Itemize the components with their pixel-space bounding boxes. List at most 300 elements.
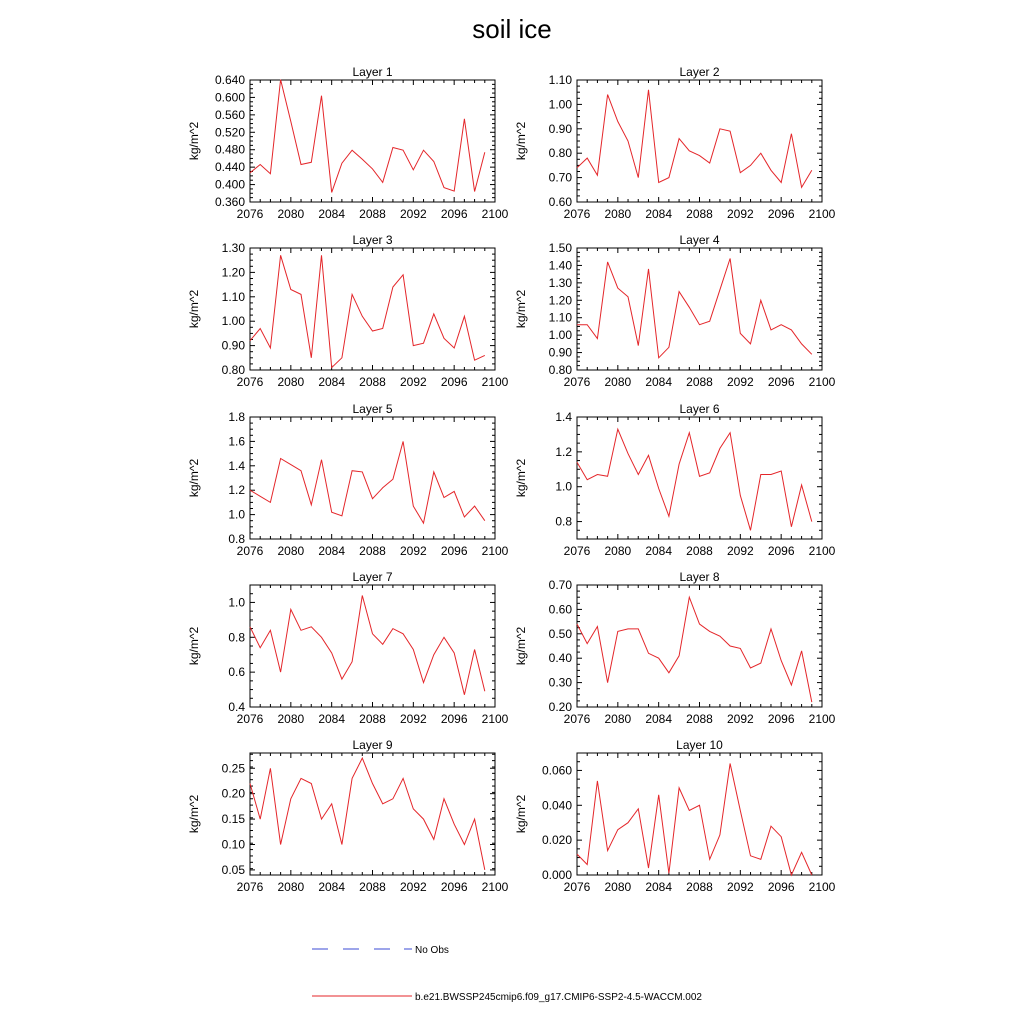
data-point	[422, 522, 424, 524]
y-tick-label: 0.80	[548, 146, 572, 161]
series-line	[577, 90, 812, 188]
data-point	[300, 777, 302, 779]
data-point	[586, 863, 588, 865]
data-point	[770, 169, 772, 171]
data-point	[617, 829, 619, 831]
data-point	[688, 809, 690, 811]
panel-layer-1	[187, 65, 509, 221]
data-point	[463, 315, 465, 317]
data-point	[259, 495, 261, 497]
y-tick-label: 1.6	[228, 434, 245, 449]
x-tick-label: 2092	[399, 712, 427, 726]
data-point	[596, 174, 598, 176]
data-point	[331, 366, 333, 368]
legend	[312, 945, 702, 1003]
data-point	[351, 293, 353, 295]
data-point	[433, 471, 435, 473]
series-line	[577, 429, 812, 530]
data-point	[739, 172, 741, 174]
data-point	[709, 472, 711, 474]
plot-frame	[577, 585, 822, 707]
y-tick-label: 1.2	[228, 483, 245, 498]
data-point	[606, 475, 608, 477]
data-point	[453, 490, 455, 492]
x-tick-label: 2076	[563, 544, 591, 558]
data-point	[443, 337, 445, 339]
panel-layer-4	[514, 233, 836, 389]
data-point	[412, 808, 414, 810]
data-point	[627, 296, 629, 298]
data-point	[433, 838, 435, 840]
data-point	[790, 526, 792, 528]
panel-title: Layer 7	[352, 570, 393, 584]
x-tick-label: 2092	[399, 880, 427, 894]
y-tick-label: 0.6	[228, 665, 245, 680]
y-tick-label: 0.060	[541, 763, 572, 778]
y-tick-label: 1.20	[221, 265, 245, 280]
data-point	[412, 648, 414, 650]
y-axis-label: kg/m^2	[187, 458, 201, 498]
data-point	[310, 504, 312, 506]
legend-model-label: b.e21.BWSSP245cmip6.f09_g17.CMIP6-SSP2-4.5-WACCM.002	[415, 992, 702, 1003]
data-point	[371, 168, 373, 170]
y-tick-label: 0.440	[214, 160, 245, 175]
data-point	[473, 505, 475, 507]
y-tick-label: 0.15	[221, 812, 245, 827]
data-point	[749, 855, 751, 857]
data-point	[382, 487, 384, 489]
data-point	[279, 254, 281, 256]
data-point	[811, 169, 813, 171]
y-tick-label: 0.400	[214, 177, 245, 192]
data-point	[473, 648, 475, 650]
x-tick-label: 2100	[808, 544, 836, 558]
y-tick-label: 0.40	[548, 651, 572, 666]
data-point	[259, 327, 261, 329]
data-point	[382, 803, 384, 805]
data-point	[749, 667, 751, 669]
data-point	[800, 851, 802, 853]
data-point	[484, 354, 486, 356]
series-line	[577, 597, 812, 702]
data-point	[698, 623, 700, 625]
data-point	[279, 78, 281, 80]
data-point	[729, 762, 731, 764]
data-point	[596, 337, 598, 339]
data-point	[259, 163, 261, 165]
data-point	[749, 164, 751, 166]
data-point	[627, 628, 629, 630]
x-tick-label: 2088	[359, 880, 386, 894]
data-point	[678, 290, 680, 292]
data-point	[484, 520, 486, 522]
y-tick-label: 0.040	[541, 798, 572, 813]
y-tick-label: 1.50	[548, 241, 572, 255]
data-point	[739, 809, 741, 811]
data-point	[709, 320, 711, 322]
data-point	[617, 287, 619, 289]
data-point	[606, 849, 608, 851]
data-point	[453, 347, 455, 349]
data-point	[320, 254, 322, 256]
data-point	[361, 158, 363, 160]
data-point	[382, 643, 384, 645]
y-tick-label: 1.40	[548, 258, 572, 273]
plot-frame	[250, 80, 495, 202]
data-point	[770, 628, 772, 630]
data-point	[729, 645, 731, 647]
panel-layer-2	[514, 65, 836, 221]
data-point	[382, 327, 384, 329]
data-point	[484, 151, 486, 153]
series-line	[250, 80, 485, 193]
x-tick-label: 2084	[645, 207, 673, 221]
x-tick-label: 2096	[440, 544, 468, 558]
data-point	[637, 628, 639, 630]
data-point	[739, 332, 741, 334]
data-point	[463, 694, 465, 696]
y-tick-label: 1.4	[228, 458, 245, 473]
data-point	[422, 149, 424, 151]
data-point	[290, 288, 292, 290]
data-point	[637, 473, 639, 475]
data-point	[341, 357, 343, 359]
data-point	[331, 511, 333, 513]
data-point	[719, 289, 721, 291]
x-tick-label: 2088	[359, 544, 386, 558]
panel-title: Layer 3	[352, 233, 393, 247]
panel-title: Layer 5	[352, 402, 393, 416]
data-point	[688, 150, 690, 152]
y-tick-label: 0.10	[221, 837, 245, 852]
series-line	[250, 596, 485, 695]
panel-layer-8	[514, 570, 836, 726]
series-line	[250, 758, 485, 870]
x-tick-label: 2080	[277, 880, 305, 894]
data-point	[688, 596, 690, 598]
x-tick-label: 2092	[399, 375, 427, 389]
data-point	[739, 647, 741, 649]
data-point	[402, 633, 404, 635]
plot-frame	[250, 417, 495, 539]
data-point	[453, 652, 455, 654]
y-tick-label: 0.05	[221, 862, 245, 877]
data-point	[576, 324, 578, 326]
data-point	[698, 154, 700, 156]
data-point	[678, 137, 680, 139]
data-point	[749, 343, 751, 345]
y-axis-label: kg/m^2	[514, 458, 528, 498]
y-tick-label: 0.60	[548, 195, 572, 209]
data-point	[392, 146, 394, 148]
data-point	[463, 516, 465, 518]
data-point	[382, 181, 384, 183]
x-tick-label: 2088	[686, 207, 713, 221]
data-point	[443, 798, 445, 800]
data-point	[606, 261, 608, 263]
x-tick-label: 2076	[563, 880, 591, 894]
data-point	[770, 473, 772, 475]
data-point	[300, 293, 302, 295]
data-point	[371, 633, 373, 635]
y-tick-label: 0.360	[214, 195, 245, 209]
y-tick-label: 0.520	[214, 125, 245, 140]
y-tick-label: 0.30	[548, 675, 572, 690]
data-point	[320, 459, 322, 461]
data-point	[473, 818, 475, 820]
data-point	[749, 529, 751, 531]
data-point	[698, 804, 700, 806]
data-point	[770, 825, 772, 827]
y-tick-label: 1.2	[555, 444, 572, 459]
data-point	[422, 342, 424, 344]
data-point	[249, 782, 251, 784]
data-point	[259, 647, 261, 649]
data-point	[331, 803, 333, 805]
data-point	[473, 359, 475, 361]
x-tick-label: 2076	[236, 375, 264, 389]
y-tick-label: 1.20	[548, 293, 572, 308]
data-point	[300, 629, 302, 631]
data-point	[473, 190, 475, 192]
panel-layer-9	[187, 738, 509, 894]
data-point	[392, 286, 394, 288]
x-tick-label: 2084	[645, 375, 673, 389]
y-tick-label: 1.30	[221, 241, 245, 255]
data-point	[678, 787, 680, 789]
x-tick-label: 2088	[686, 880, 713, 894]
x-tick-label: 2100	[808, 712, 836, 726]
x-tick-label: 2076	[563, 712, 591, 726]
data-point	[790, 874, 792, 876]
data-point	[790, 684, 792, 686]
data-point	[433, 313, 435, 315]
data-point	[760, 473, 762, 475]
data-point	[739, 494, 741, 496]
x-tick-label: 2080	[604, 880, 632, 894]
x-tick-label: 2100	[481, 544, 509, 558]
data-point	[453, 190, 455, 192]
x-tick-label: 2076	[236, 712, 264, 726]
x-tick-label: 2084	[318, 207, 346, 221]
y-tick-label: 1.4	[555, 410, 572, 424]
data-point	[249, 172, 251, 174]
data-point	[709, 630, 711, 632]
data-point	[780, 470, 782, 472]
x-tick-label: 2092	[726, 207, 754, 221]
y-tick-label: 0.8	[228, 630, 245, 645]
data-point	[269, 347, 271, 349]
y-tick-label: 0.4	[228, 700, 245, 714]
x-tick-label: 2080	[277, 207, 305, 221]
data-point	[688, 306, 690, 308]
x-tick-label: 2096	[767, 712, 795, 726]
data-point	[596, 625, 598, 627]
panel-layer-6	[514, 402, 836, 558]
x-tick-label: 2096	[440, 375, 468, 389]
y-tick-label: 1.0	[555, 479, 572, 494]
data-point	[300, 470, 302, 472]
data-point	[341, 843, 343, 845]
data-point	[719, 128, 721, 130]
series-line	[577, 764, 812, 876]
x-tick-label: 2092	[399, 544, 427, 558]
data-point	[617, 630, 619, 632]
legend-obs-label: No Obs	[415, 945, 449, 956]
data-point	[269, 767, 271, 769]
data-point	[269, 501, 271, 503]
x-tick-label: 2100	[481, 880, 509, 894]
data-point	[627, 452, 629, 454]
y-tick-label: 0.20	[548, 700, 572, 714]
data-point	[351, 777, 353, 779]
y-axis-label: kg/m^2	[514, 121, 528, 161]
data-point	[586, 479, 588, 481]
x-tick-label: 2100	[481, 712, 509, 726]
data-point	[576, 461, 578, 463]
data-point	[647, 268, 649, 270]
x-tick-label: 2088	[359, 375, 386, 389]
data-point	[249, 489, 251, 491]
x-tick-label: 2080	[604, 207, 632, 221]
data-point	[351, 470, 353, 472]
x-tick-label: 2096	[767, 544, 795, 558]
data-point	[668, 346, 670, 348]
y-tick-label: 1.8	[228, 410, 245, 424]
plot-frame	[250, 248, 495, 370]
x-tick-label: 2076	[236, 207, 264, 221]
data-point	[249, 340, 251, 342]
data-point	[443, 186, 445, 188]
x-tick-label: 2076	[563, 207, 591, 221]
data-point	[647, 454, 649, 456]
data-point	[412, 169, 414, 171]
y-axis-label: kg/m^2	[514, 289, 528, 329]
data-point	[453, 823, 455, 825]
x-tick-label: 2096	[440, 207, 468, 221]
x-tick-label: 2096	[440, 712, 468, 726]
y-axis-label: kg/m^2	[187, 626, 201, 666]
x-tick-label: 2096	[767, 375, 795, 389]
data-point	[760, 662, 762, 664]
data-point	[647, 652, 649, 654]
data-point	[249, 626, 251, 628]
x-tick-label: 2076	[236, 880, 264, 894]
x-tick-label: 2092	[726, 880, 754, 894]
data-point	[341, 678, 343, 680]
y-tick-label: 0.000	[541, 868, 572, 882]
data-point	[790, 133, 792, 135]
data-point	[361, 757, 363, 759]
data-point	[729, 130, 731, 132]
data-point	[719, 635, 721, 637]
data-point	[606, 93, 608, 95]
data-point	[320, 818, 322, 820]
data-point	[668, 176, 670, 178]
data-point	[392, 798, 394, 800]
y-axis-label: kg/m^2	[514, 626, 528, 666]
data-point	[596, 473, 598, 475]
x-tick-label: 2088	[359, 712, 386, 726]
x-tick-label: 2088	[359, 207, 386, 221]
data-point	[371, 330, 373, 332]
x-tick-label: 2084	[318, 375, 346, 389]
data-point	[760, 299, 762, 301]
x-tick-label: 2088	[686, 375, 713, 389]
data-point	[279, 843, 281, 845]
y-tick-label: 0.480	[214, 142, 245, 157]
data-point	[331, 191, 333, 193]
y-tick-label: 0.600	[214, 90, 245, 105]
x-tick-label: 2092	[726, 544, 754, 558]
data-point	[300, 163, 302, 165]
data-point	[371, 498, 373, 500]
x-tick-label: 2096	[767, 880, 795, 894]
data-point	[576, 623, 578, 625]
x-tick-label: 2100	[481, 375, 509, 389]
data-point	[351, 149, 353, 151]
data-point	[719, 447, 721, 449]
data-point	[800, 343, 802, 345]
y-tick-label: 1.10	[548, 73, 572, 87]
data-point	[422, 818, 424, 820]
series-line	[250, 255, 485, 367]
x-tick-label: 2100	[808, 375, 836, 389]
data-point	[800, 186, 802, 188]
data-point	[770, 329, 772, 331]
data-point	[637, 344, 639, 346]
data-point	[279, 457, 281, 459]
panel-title: Layer 4	[679, 233, 720, 247]
panel-layer-7	[187, 570, 509, 726]
data-point	[811, 353, 813, 355]
data-point	[658, 657, 660, 659]
data-point	[443, 636, 445, 638]
y-tick-label: 1.00	[548, 328, 572, 343]
data-point	[351, 661, 353, 663]
data-point	[637, 808, 639, 810]
x-tick-label: 2080	[277, 375, 305, 389]
x-tick-label: 2084	[645, 712, 673, 726]
data-point	[780, 659, 782, 661]
data-point	[310, 357, 312, 359]
x-tick-label: 2100	[808, 207, 836, 221]
data-point	[780, 181, 782, 183]
data-point	[290, 120, 292, 122]
data-point	[371, 782, 373, 784]
y-tick-label: 0.560	[214, 107, 245, 122]
data-point	[290, 608, 292, 610]
data-point	[729, 257, 731, 259]
data-point	[341, 162, 343, 164]
data-point	[361, 471, 363, 473]
data-point	[310, 782, 312, 784]
data-point	[658, 357, 660, 359]
data-point	[698, 475, 700, 477]
data-point	[586, 157, 588, 159]
data-point	[290, 798, 292, 800]
data-point	[709, 162, 711, 164]
y-tick-label: 0.80	[548, 363, 572, 377]
data-point	[361, 315, 363, 317]
data-point	[320, 636, 322, 638]
data-point	[433, 160, 435, 162]
y-tick-label: 0.90	[221, 338, 245, 353]
data-point	[279, 671, 281, 673]
panel-title: Layer 6	[679, 402, 720, 416]
y-tick-label: 1.0	[228, 507, 245, 522]
data-point	[658, 487, 660, 489]
